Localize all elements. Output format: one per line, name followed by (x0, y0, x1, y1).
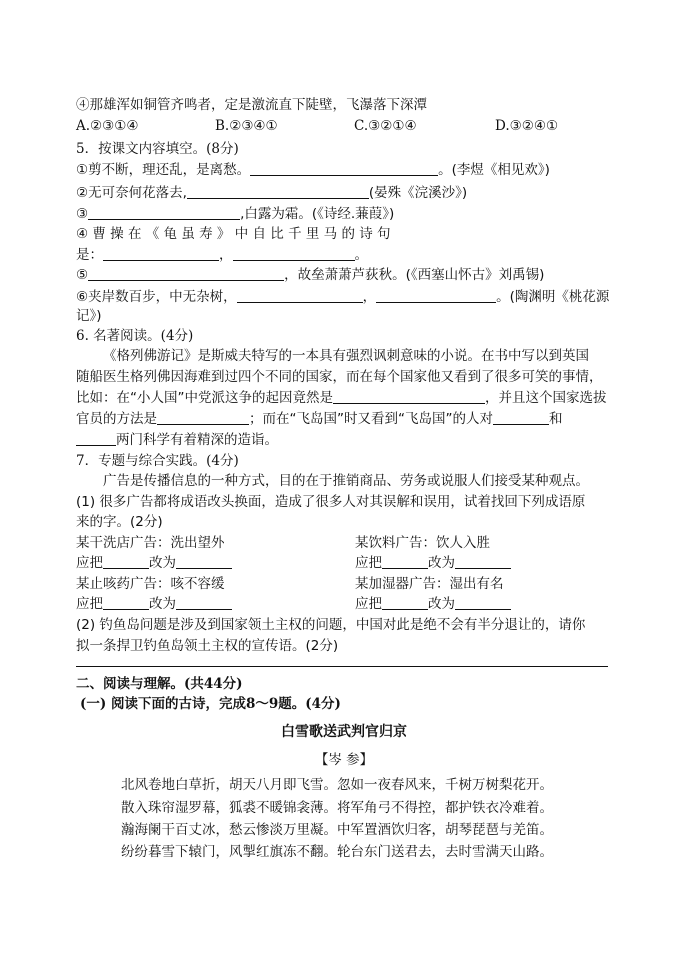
q5-line1-text: ①剪不断，理还乱，是离愁。 (76, 162, 251, 178)
q5-line6 (76, 287, 609, 307)
q6-line4-text: 官员的方法是 (76, 411, 157, 427)
q5-line5-text: ，故垒萧萧芦荻秋。(《西塞山怀古》刘禹锡) (284, 267, 545, 283)
q7-should-label: 应把 (76, 555, 103, 571)
q7-change-label: 改为 (149, 555, 176, 571)
q7-should-label: 应把 (76, 596, 103, 612)
q4-item4: ④那雄浑如铜管齐鸣者，定是激流直下陡壁，飞瀑落下深潭 (76, 97, 427, 113)
poem-author: 【岑 参】 (314, 752, 374, 768)
q5-blank-1[interactable] (250, 161, 438, 176)
q7-ad-2: 某饮料广告：饮人入胜 (355, 535, 490, 551)
q6-line4-and: 和 (548, 411, 563, 427)
q5-blank-3[interactable] (88, 205, 240, 220)
q5-line3 (76, 204, 394, 224)
q6-para-line1: 《格列佛游记》是斯威夫特写的一本具有强烈讽刺意味的小说。在书中写以到英国 (103, 348, 589, 364)
q6-line5-text: 两门科学有着精深的造诣。 (116, 432, 278, 448)
q4-option-a: A.②③①④ (76, 118, 139, 134)
q7-sub2-line1: (2) 钓鱼岛问题是涉及到国家领土主权的问题，中国对此是绝不会有半分退让的，请你 (76, 617, 586, 633)
q7-answer-row-1a (76, 553, 232, 573)
q5-line1-source: 。(李煜《相见欢》) (438, 162, 550, 178)
q5-line5-num: ⑤ (76, 267, 89, 283)
q5-heading: 5．按课文内容填空。(8分) (76, 141, 239, 157)
q5-line4-period: 。 (354, 247, 368, 263)
q5-line4: ④ 曹 操 在 《 龟 虽 寿 》 中 自 比 千 里 马 的 诗 句 (76, 226, 391, 242)
q5-line6-cont: 记》) (76, 308, 102, 324)
q7-blank-5[interactable] (103, 595, 149, 610)
q6-blank-1[interactable] (333, 389, 485, 404)
q5-blank-8[interactable] (376, 288, 496, 303)
q7-sub2-line2: 拟一条捍卫钓鱼岛领土主权的宣传语。(2分) (76, 638, 339, 654)
q7-blank-2[interactable] (176, 554, 232, 569)
q7-sub1-line1: (1) 很多广告都将成语改头换面，造成了很多人对其误解和误用，试着找回下列成语原 (76, 494, 586, 510)
q6-blank-4[interactable] (76, 431, 116, 446)
section2-subheading: (一) 阅读下面的古诗，完成8～9题。(4分) (80, 696, 341, 712)
poem-line-3: 瀚海阑干百丈冰，愁云惨淡万里凝。中军置酒饮归客，胡琴琵琶与羌笛。 (121, 822, 553, 838)
q6-line3-tail: ，并且这个国家选拔 (485, 390, 607, 406)
poem-line-2: 散入珠帘湿罗幕，狐裘不暖锦衾薄。将军角弓不得控，都护铁衣冷难着。 (121, 800, 553, 816)
q7-should-label: 应把 (355, 555, 382, 571)
q5-blank-7[interactable] (237, 288, 363, 303)
poem-line-4: 纷纷暮雪下辕门，风掣红旗冻不翻。轮台东门送君去，去时雪满天山路。 (121, 844, 553, 860)
poem-line-1: 北风卷地白草折，胡天八月即飞雪。忽如一夜春风来，千树万树梨花开。 (121, 777, 553, 793)
q7-ad-4: 某加湿器广告：湿出有名 (355, 576, 504, 592)
q5-line6-text: ⑥夹岸数百步，中无杂树， (76, 289, 237, 305)
q5-line6-comma: ， (362, 289, 377, 305)
q6-line3-text: 比如：在“小人国”中党派这争的起因竟然是 (76, 390, 333, 406)
q7-blank-4[interactable] (455, 554, 511, 569)
q7-answer-row-1b (355, 553, 511, 573)
q7-should-label: 应把 (355, 596, 382, 612)
q7-ad-3: 某止咳药广告：咳不容缓 (76, 576, 225, 592)
q7-intro: 广告是传播信息的一种方式，目的在于推销商品、劳务或说服人们接受某种观点。 (103, 473, 589, 489)
q4-options (76, 116, 616, 136)
q7-blank-3[interactable] (382, 554, 428, 569)
q5-blank-2[interactable] (187, 184, 369, 199)
q5-line2-text: ②无可奈何花落去, (76, 185, 187, 201)
q5-blank-5[interactable] (233, 246, 355, 261)
q7-ad-1: 某干洗店广告：洗出望外 (76, 535, 225, 551)
q4-option-d: D.③②④① (495, 118, 559, 134)
q7-heading: 7．专题与综合实践。(4分) (76, 453, 239, 469)
q7-change-label: 改为 (149, 596, 176, 612)
q7-blank-7[interactable] (382, 595, 428, 610)
section2-heading: 二、阅读与理解。(共44分) (76, 676, 243, 692)
q7-change-label: 改为 (428, 555, 455, 571)
q5-line2-source: (晏殊《浣溪沙》) (368, 185, 468, 201)
q5-blank-6[interactable] (88, 266, 284, 281)
q5-line5 (76, 265, 544, 285)
q6-para-line4 (76, 409, 562, 429)
q5-line3-num: ③ (76, 206, 89, 222)
q7-change-label: 改为 (428, 596, 455, 612)
q5-line2 (76, 183, 467, 203)
q6-para-line5 (76, 430, 278, 450)
q5-blank-4[interactable] (103, 246, 219, 261)
q6-blank-2[interactable] (157, 410, 249, 425)
q7-blank-8[interactable] (455, 595, 511, 610)
q7-answer-line[interactable] (76, 666, 608, 667)
q5-line1 (76, 160, 550, 180)
q5-line6-source: 。(陶渊明《桃花源 (496, 289, 610, 305)
q4-option-b: B.②③④① (215, 118, 278, 134)
q6-line4-mid: ；而在“飞岛国”时又看到“飞岛国”的人对 (249, 411, 493, 427)
q6-blank-3[interactable] (493, 410, 549, 425)
poem-title: 白雪歌送武判官归京 (281, 724, 407, 740)
q4-option-c: C.③②①④ (354, 118, 417, 134)
q5-line4-comma: ， (219, 247, 233, 263)
q6-heading: 6. 名著阅读。(4分) (76, 328, 194, 344)
q7-blank-1[interactable] (103, 554, 149, 569)
q5-line3-text: ,白露为霜。(《诗经.蒹葭》) (240, 206, 395, 222)
q5-line4-prefix: 是： (76, 247, 103, 263)
q7-blank-6[interactable] (176, 595, 232, 610)
q7-sub1-line2: 来的字。(2分) (76, 514, 163, 530)
q7-answer-row-2a (76, 594, 232, 614)
q5-line4-answer (76, 245, 368, 265)
q6-para-line2: 随船医生格列佛因海难到过四个不同的国家，而在每个国家他又看到了很多可笑的事情， (76, 369, 603, 385)
q7-answer-row-2b (355, 594, 511, 614)
q6-para-line3 (76, 388, 607, 408)
